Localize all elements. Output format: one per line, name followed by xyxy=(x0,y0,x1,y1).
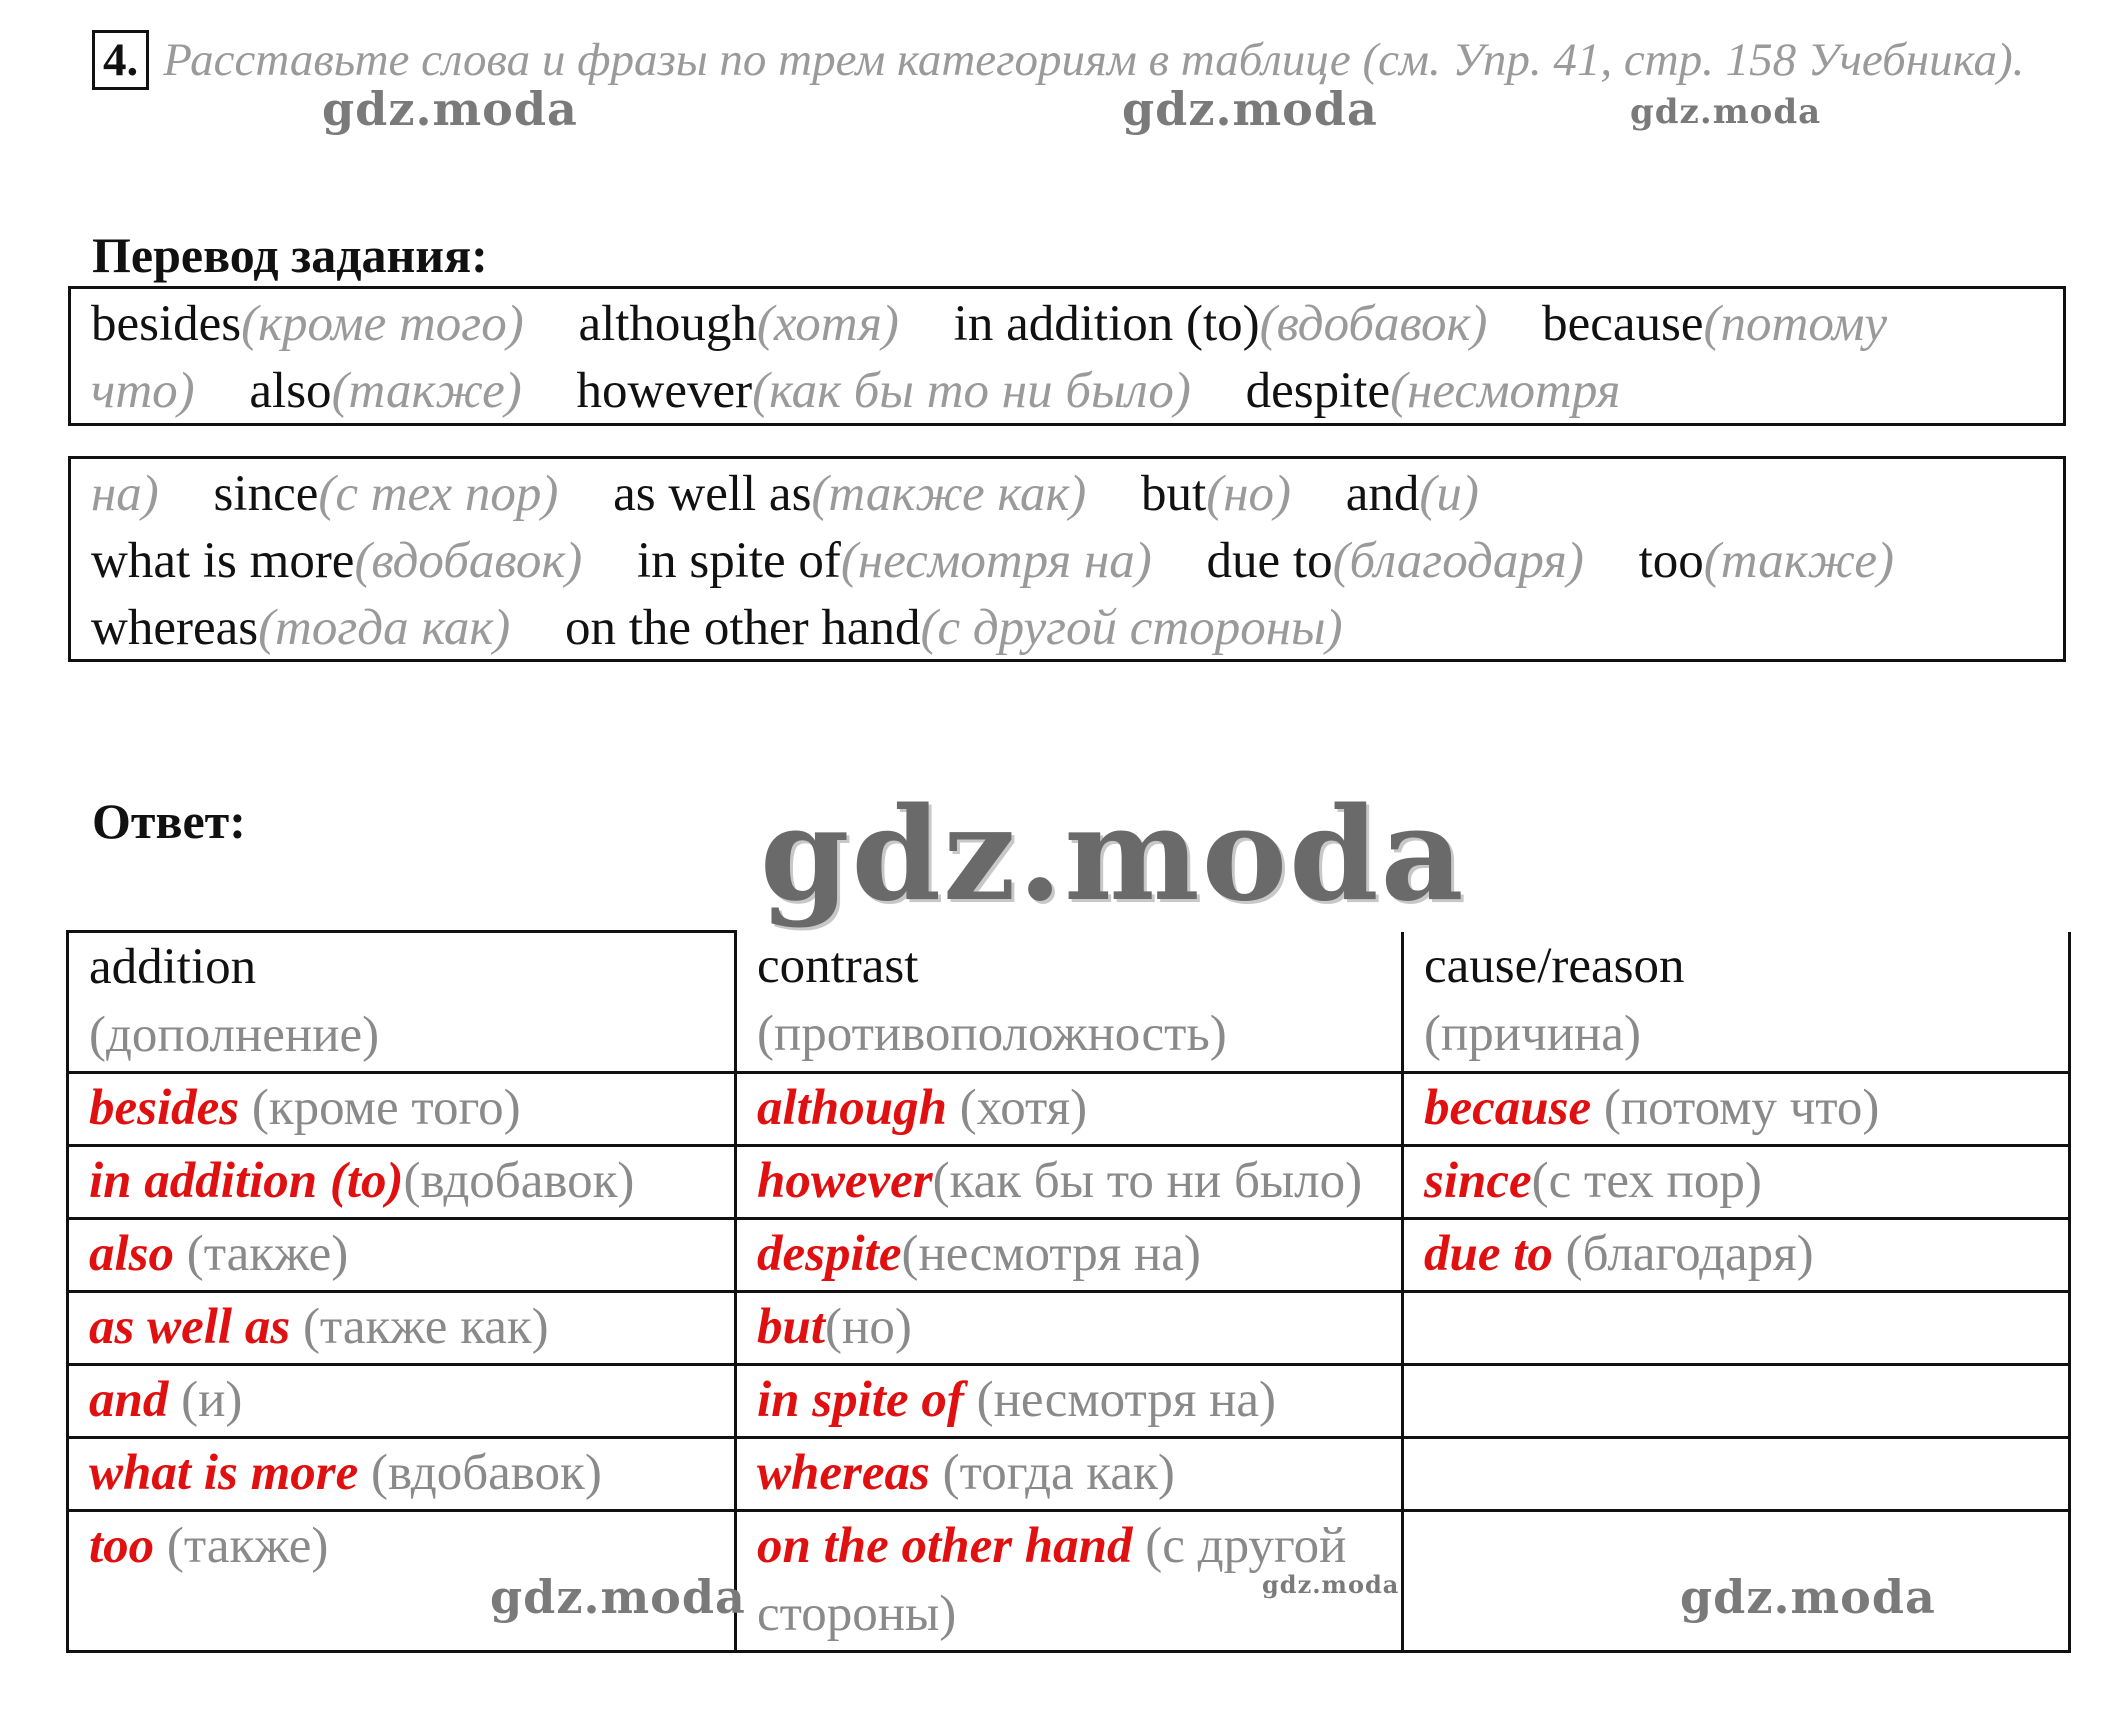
answer-word: whereas xyxy=(757,1445,930,1501)
word-entry xyxy=(91,533,582,589)
word-entry xyxy=(637,533,1152,589)
answer-translation: (также) xyxy=(154,1518,329,1574)
word-translation: (с тех пор) xyxy=(318,466,559,522)
answer-translation: (также) xyxy=(174,1226,349,1282)
word-english: whereas xyxy=(91,600,259,656)
word-entry xyxy=(613,466,1086,522)
word-translation: (также) xyxy=(331,363,522,419)
watermark: gdz.moda xyxy=(1630,92,1822,132)
word-english: in addition (to) xyxy=(953,296,1260,352)
answer-translation: (тогда как) xyxy=(929,1445,1175,1501)
table-cell xyxy=(68,1438,736,1511)
table-cell xyxy=(68,1073,736,1146)
word-translation: (и) xyxy=(1419,466,1479,522)
word-translation: (кроме того) xyxy=(241,296,524,352)
table-cell xyxy=(68,1219,736,1292)
translation-heading: Перевод задания: xyxy=(92,227,488,283)
answer-translation: (и) xyxy=(168,1372,243,1428)
column-header-translation: (дополнение) xyxy=(89,1007,380,1063)
answer-word: but xyxy=(757,1299,826,1355)
word-english: also xyxy=(249,363,332,419)
answer-heading: Ответ: xyxy=(92,793,246,849)
answer-word: despite xyxy=(757,1226,902,1282)
word-entry xyxy=(91,296,524,352)
answer-word: also xyxy=(89,1226,175,1282)
answer-translation: (с тех пор) xyxy=(1531,1153,1762,1209)
task-number: 4. xyxy=(92,30,149,90)
answer-word: as well as xyxy=(89,1299,291,1355)
word-english: and xyxy=(1345,466,1420,522)
word-box-2 xyxy=(68,456,2066,662)
table-cell xyxy=(736,1146,1403,1219)
answer-translation: (вдобавок) xyxy=(403,1153,635,1209)
word-translation: (хотя) xyxy=(756,296,899,352)
word-english: on the other hand xyxy=(565,600,921,656)
word-entry xyxy=(214,466,559,522)
task-text: Расставьте слова и фразы по трем категориям в таблице (см. Упр. 41, стр. 158 Учебника). xyxy=(163,34,2025,86)
watermark: gdz.moda xyxy=(1262,1570,1400,1599)
word-translation: (благодаря) xyxy=(1332,533,1584,589)
answer-word: besides xyxy=(89,1080,240,1136)
table-row xyxy=(68,1146,2070,1219)
watermark: gdz.moda xyxy=(322,82,578,136)
word-translation: (но) xyxy=(1206,466,1291,522)
answer-word: in spite of xyxy=(757,1372,964,1428)
word-entry xyxy=(91,600,510,656)
word-entry xyxy=(91,466,159,522)
word-entry xyxy=(1141,466,1291,522)
word-translation: на) xyxy=(91,466,159,522)
table-cell xyxy=(736,1073,1403,1146)
word-english: however xyxy=(576,363,753,419)
word-translation: (несмотря на) xyxy=(840,533,1152,589)
word-english: as well as xyxy=(613,466,812,522)
column-header-title: cause/reason xyxy=(1424,937,1685,994)
word-english: too xyxy=(1638,533,1704,589)
word-entry xyxy=(1639,533,1894,589)
watermark-large: gdz.moda xyxy=(760,780,1466,930)
table-cell xyxy=(68,1146,736,1219)
word-translation: (несмотря xyxy=(1390,363,1621,419)
watermark: gdz.moda xyxy=(1680,1570,1936,1624)
word-entry xyxy=(577,363,1191,419)
word-english: since xyxy=(213,466,319,522)
word-translation: (вдобавок) xyxy=(354,533,583,589)
word-entry xyxy=(1207,533,1584,589)
word-english: although xyxy=(578,296,757,352)
table-row xyxy=(68,1219,2070,1292)
column-header-translation: (причина) xyxy=(1424,1005,1641,1062)
table-row xyxy=(68,1365,2070,1438)
word-translation: (также как) xyxy=(811,466,1087,522)
table-cell xyxy=(1403,1365,2070,1438)
answer-word: and xyxy=(89,1372,169,1428)
answer-translation: (несмотря на) xyxy=(901,1226,1201,1282)
answer-table xyxy=(66,930,2071,1653)
answer-word: due to xyxy=(1424,1226,1553,1282)
word-english: because xyxy=(1542,296,1704,352)
answer-word: because xyxy=(1424,1080,1592,1136)
word-english: what is more xyxy=(91,533,355,589)
answer-word: on the other hand xyxy=(757,1518,1133,1574)
answer-word: too xyxy=(89,1518,155,1574)
word-entry xyxy=(565,600,1343,656)
answer-translation: (потому что) xyxy=(1591,1080,1880,1136)
answer-translation: (также как) xyxy=(290,1299,549,1355)
table-row xyxy=(68,1073,2070,1146)
answer-translation: (но) xyxy=(825,1299,912,1355)
answer-translation: (как бы то ни было) xyxy=(932,1153,1363,1209)
answer-word: however xyxy=(757,1153,933,1209)
column-header xyxy=(1403,932,2070,1073)
column-header-title: addition xyxy=(89,939,257,995)
word-translation: (с другой стороны) xyxy=(920,600,1343,656)
word-translation: (потому что) xyxy=(91,296,1888,419)
word-english: in spite of xyxy=(636,533,841,589)
watermark: gdz.moda xyxy=(490,1570,746,1624)
word-english: due to xyxy=(1206,533,1333,589)
answer-translation: (несмотря на) xyxy=(963,1372,1277,1428)
table-cell xyxy=(1403,1219,2070,1292)
table-cell xyxy=(1403,1438,2070,1511)
answer-word: since xyxy=(1424,1153,1532,1209)
word-entry xyxy=(578,296,898,352)
table-cell xyxy=(1403,1073,2070,1146)
word-translation: (вдобавок) xyxy=(1259,296,1488,352)
table-cell xyxy=(736,1292,1403,1365)
table-row xyxy=(68,1292,2070,1365)
answer-translation: (благодаря) xyxy=(1552,1226,1814,1282)
answer-translation: (вдобавок) xyxy=(358,1445,602,1501)
answer-word: in addition (to) xyxy=(89,1153,404,1209)
word-entry xyxy=(1346,466,1479,522)
word-english: but xyxy=(1141,466,1207,522)
word-english: despite xyxy=(1245,363,1391,419)
table-cell xyxy=(736,1219,1403,1292)
table-cell xyxy=(68,1292,736,1365)
answer-translation: (с другой стороны) xyxy=(757,1518,1347,1642)
word-entry xyxy=(954,296,1488,352)
column-header-title: contrast xyxy=(757,937,919,994)
table-cell xyxy=(736,1365,1403,1438)
table-cell xyxy=(68,1365,736,1438)
table-header-row xyxy=(68,932,2070,1073)
word-translation: (также) xyxy=(1703,533,1894,589)
table-cell xyxy=(1403,1292,2070,1365)
column-header xyxy=(736,932,1403,1073)
table-row xyxy=(68,1438,2070,1511)
table-cell xyxy=(1403,1146,2070,1219)
answer-translation: (кроме того) xyxy=(239,1080,521,1136)
word-english: besides xyxy=(91,296,242,352)
column-header-translation: (противоположность) xyxy=(757,1005,1227,1062)
answer-word: what is more xyxy=(89,1445,359,1501)
watermark: gdz.moda xyxy=(1122,82,1378,136)
word-entry xyxy=(249,363,521,419)
answer-translation: (хотя) xyxy=(946,1080,1088,1136)
word-box-1 xyxy=(68,286,2066,426)
answer-word: although xyxy=(757,1080,947,1136)
word-entry xyxy=(1246,363,1621,419)
word-translation: (как бы то ни было) xyxy=(752,363,1191,419)
word-translation: (тогда как) xyxy=(258,600,511,656)
column-header xyxy=(68,932,736,1073)
table-cell xyxy=(736,1438,1403,1511)
